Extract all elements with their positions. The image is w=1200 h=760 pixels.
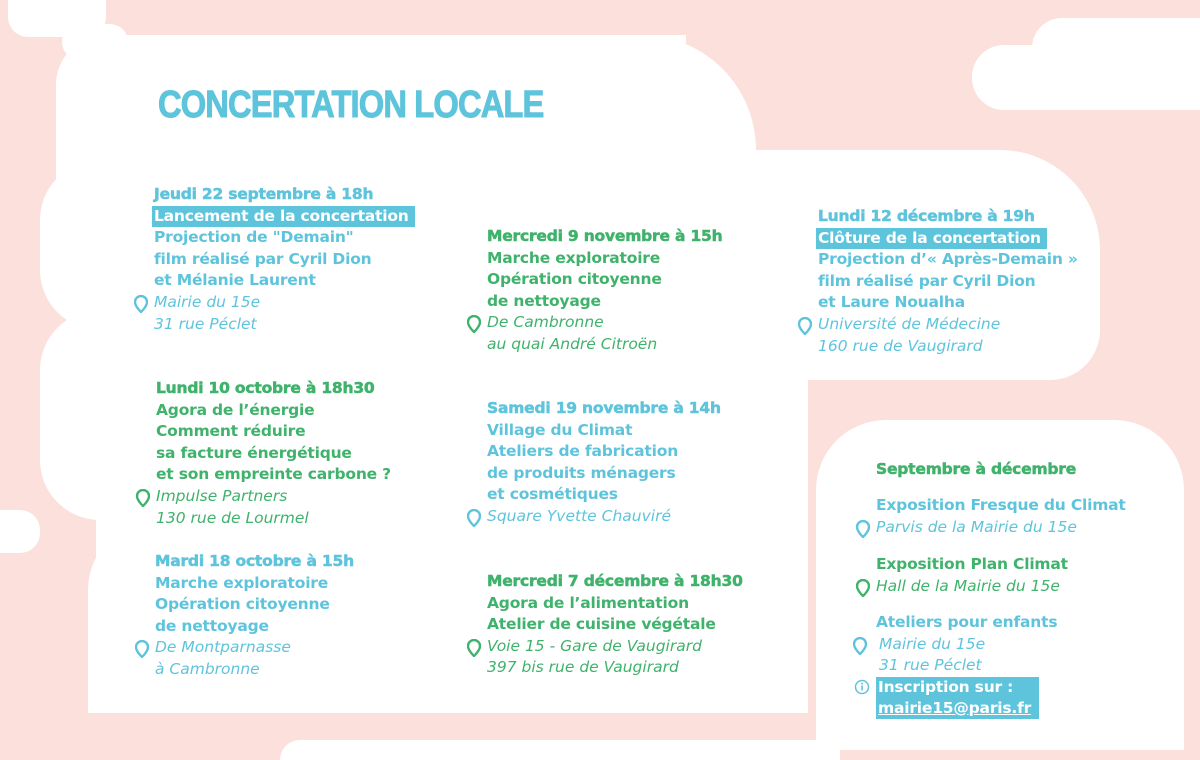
ongoing-item-ateliers-enfants xyxy=(876,612,1057,719)
ongoing-title: Ateliers pour enfants xyxy=(876,613,1058,631)
event-village-climat xyxy=(487,398,721,528)
event-date: Mercredi 7 décembre à 18h30 xyxy=(487,572,743,590)
event-line: Agora de l’alimentation xyxy=(487,593,689,612)
ongoing-item-plan-climat xyxy=(876,554,1068,597)
map-pin-icon xyxy=(467,315,481,333)
event-line: Atelier de cuisine végétale xyxy=(487,615,716,634)
event-line: Village du Climat xyxy=(487,420,633,439)
event-location: Voie 15 - Gare de Vaugirard 397 bis rue de Vaugirard xyxy=(487,636,743,679)
ongoing-location: Mairie du 15e 31 rue Péclet xyxy=(876,634,1057,677)
event-line: film réalisé par Cyril Dion xyxy=(818,271,1036,290)
event-line: de produits ménagers xyxy=(487,463,676,482)
event-line: sa facture énergétique xyxy=(156,443,352,462)
cloud-shape xyxy=(972,45,1200,110)
map-pin-icon xyxy=(136,489,150,507)
map-pin-icon xyxy=(856,579,870,597)
event-date: Lundi 12 décembre à 19h xyxy=(818,207,1035,225)
registration-email-link[interactable]: mairie15@paris.fr xyxy=(878,698,1032,717)
event-line: de nettoyage xyxy=(487,291,601,310)
event-location: Square Yvette Chauviré xyxy=(487,506,721,528)
map-pin-icon xyxy=(467,509,481,527)
registration-label: Inscription sur : xyxy=(878,677,1014,696)
ongoing-period: Septembre à décembre xyxy=(876,460,1077,478)
event-date: Jeudi 22 septembre à 18h xyxy=(154,185,374,203)
event-line: Projection de "Demain" xyxy=(154,228,354,247)
cloud-shape xyxy=(0,510,40,553)
event-location: De Montparnasse à Cambronne xyxy=(155,637,354,680)
event-line: film réalisé par Cyril Dion xyxy=(154,249,372,268)
event-line: et son empreinte carbone ? xyxy=(156,465,391,484)
event-location: Mairie du 15e 31 rue Péclet xyxy=(154,292,415,335)
event-agora-alimentation xyxy=(487,571,743,679)
event-agora-energie xyxy=(156,378,391,529)
event-line: Ateliers de fabrication xyxy=(487,442,679,461)
map-pin-icon xyxy=(853,637,867,655)
event-lancement xyxy=(154,184,415,335)
event-cloture xyxy=(818,206,1078,357)
event-marche-cambronne xyxy=(487,226,722,356)
info-icon xyxy=(854,679,870,695)
event-date: Mercredi 9 novembre à 15h xyxy=(487,227,723,245)
event-location: Université de Médecine 160 rue de Vaugirard xyxy=(818,314,1078,357)
ongoing-location: Hall de la Mairie du 15e xyxy=(876,576,1068,598)
event-line: Opération citoyenne xyxy=(155,595,330,614)
ongoing-location: Parvis de la Mairie du 15e xyxy=(876,517,1126,539)
event-line: et Mélanie Laurent xyxy=(154,271,316,290)
event-line: Marche exploratoire xyxy=(487,248,661,267)
map-pin-icon xyxy=(467,639,481,657)
ongoing-title: Exposition Fresque du Climat xyxy=(876,496,1126,514)
event-line: Comment réduire xyxy=(156,422,306,441)
event-line: Projection d’« Après-Demain » xyxy=(818,250,1078,269)
event-date: Lundi 10 octobre à 18h30 xyxy=(156,379,375,397)
event-line: Marche exploratoire xyxy=(155,573,329,592)
event-date: Mardi 18 octobre à 15h xyxy=(155,552,354,570)
event-marche-montparnasse xyxy=(155,551,354,681)
event-line: et cosmétiques xyxy=(487,485,618,504)
ongoing-title: Exposition Plan Climat xyxy=(876,555,1068,573)
page-title: CONCERTATION LOCALE xyxy=(158,84,544,126)
ongoing-item-fresque xyxy=(876,495,1126,538)
registration xyxy=(876,677,1057,720)
event-line: et Laure Noualha xyxy=(818,293,965,312)
event-highlight: Lancement de la concertation xyxy=(152,206,415,228)
event-highlight: Clôture de la concertation xyxy=(816,228,1047,250)
cloud-shape xyxy=(280,740,840,760)
map-pin-icon xyxy=(856,520,870,538)
event-line: de nettoyage xyxy=(155,616,269,635)
event-date: Samedi 19 novembre à 14h xyxy=(487,399,721,417)
event-location: Impulse Partners 130 rue de Lourmel xyxy=(156,486,391,529)
event-line: Agora de l’énergie xyxy=(156,400,315,419)
map-pin-icon xyxy=(798,317,812,335)
map-pin-icon xyxy=(135,640,149,658)
event-location: De Cambronne au quai André Citroën xyxy=(487,312,722,355)
event-line: Opération citoyenne xyxy=(487,270,662,289)
map-pin-icon xyxy=(134,295,148,313)
